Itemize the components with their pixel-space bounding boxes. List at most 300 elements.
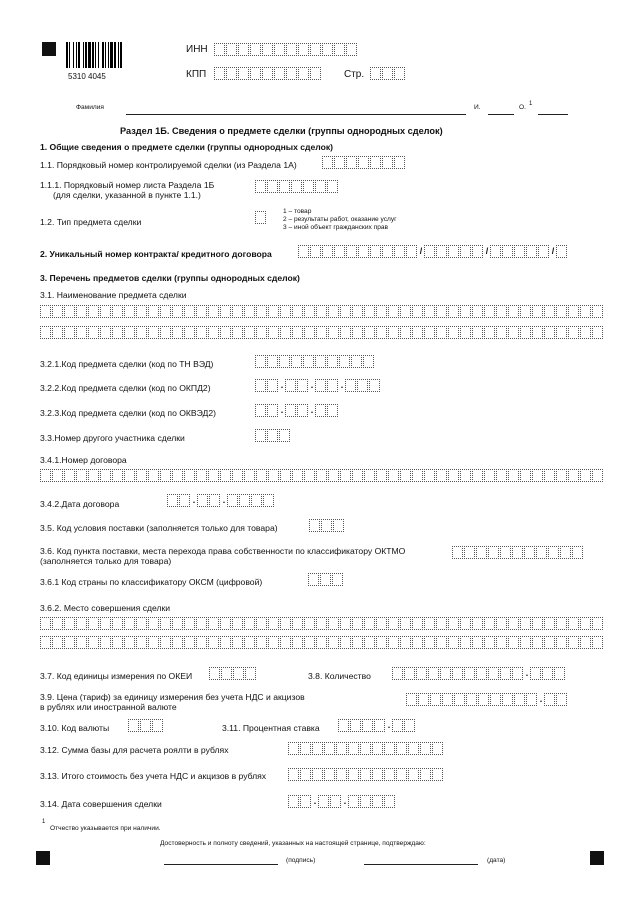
input-cell[interactable] [548,546,559,559]
field-3-6-2-input-row-1[interactable] [40,617,604,630]
input-cell[interactable] [238,67,249,80]
input-cell[interactable] [286,67,297,80]
input-cell[interactable] [568,617,579,630]
input-cell[interactable] [484,636,495,649]
input-cell[interactable] [226,67,237,80]
input-cell[interactable] [280,617,291,630]
input-cell[interactable] [262,67,273,80]
input-cell[interactable] [384,742,395,755]
input-cell[interactable] [52,469,63,482]
input-cell[interactable] [440,667,451,680]
input-cell[interactable] [136,636,147,649]
input-cell[interactable] [496,326,507,339]
input-cell[interactable] [112,305,123,318]
input-cell[interactable] [64,305,75,318]
input-cell[interactable] [452,546,463,559]
input-cell[interactable] [484,469,495,482]
input-cell[interactable] [532,617,543,630]
input-cell[interactable] [412,617,423,630]
field-3-6-1-input[interactable] [308,573,344,586]
input-cell[interactable] [526,693,537,706]
field-3-2-2-input[interactable] [255,379,381,392]
input-cell[interactable] [544,305,555,318]
input-cell[interactable] [376,469,387,482]
input-cell[interactable] [304,326,315,339]
input-cell[interactable] [592,305,603,318]
input-cell[interactable] [286,43,297,56]
input-cell[interactable] [148,617,159,630]
input-cell[interactable] [432,768,443,781]
input-cell[interactable] [267,404,278,417]
input-cell[interactable] [508,636,519,649]
field-3-3-input[interactable] [255,429,291,442]
input-cell[interactable] [167,494,178,507]
input-cell[interactable] [404,719,415,732]
input-cell[interactable] [460,469,471,482]
input-cell[interactable] [124,469,135,482]
input-cell[interactable] [76,636,87,649]
kpp-field[interactable] [214,67,322,80]
input-cell[interactable] [244,617,255,630]
input-cell[interactable] [388,326,399,339]
input-cell[interactable] [460,305,471,318]
input-cell[interactable] [466,693,477,706]
input-cell[interactable] [508,326,519,339]
input-cell[interactable] [227,494,238,507]
input-cell[interactable] [460,636,471,649]
input-cell[interactable] [364,636,375,649]
input-cell[interactable] [490,693,501,706]
initial-name-field[interactable] [488,114,514,115]
input-cell[interactable] [358,156,369,169]
input-cell[interactable] [255,355,266,368]
input-cell[interactable] [251,494,262,507]
input-cell[interactable] [52,326,63,339]
input-cell[interactable] [348,768,359,781]
input-cell[interactable] [452,667,463,680]
input-cell[interactable] [244,326,255,339]
input-cell[interactable] [256,305,267,318]
input-cell[interactable] [514,245,525,258]
input-cell[interactable] [136,617,147,630]
input-cell[interactable] [416,667,427,680]
input-cell[interactable] [100,636,111,649]
input-cell[interactable] [330,795,341,808]
input-cell[interactable] [320,573,331,586]
input-cell[interactable] [530,667,541,680]
input-cell[interactable] [372,768,383,781]
input-cell[interactable] [484,305,495,318]
input-cell[interactable] [124,326,135,339]
input-cell[interactable] [184,636,195,649]
input-cell[interactable] [520,617,531,630]
input-cell[interactable] [400,469,411,482]
input-cell[interactable] [172,469,183,482]
input-cell[interactable] [448,305,459,318]
input-cell[interactable] [285,379,296,392]
input-cell[interactable] [184,617,195,630]
input-cell[interactable] [448,326,459,339]
input-cell[interactable] [52,617,63,630]
input-cell[interactable] [226,43,237,56]
input-cell[interactable] [382,245,393,258]
input-cell[interactable] [448,245,459,258]
input-cell[interactable] [324,742,335,755]
input-cell[interactable] [502,693,513,706]
input-cell[interactable] [52,636,63,649]
input-cell[interactable] [232,326,243,339]
input-cell[interactable] [324,768,335,781]
field-3-13-input[interactable] [288,768,444,781]
input-cell[interactable] [436,617,447,630]
input-cell[interactable] [460,617,471,630]
input-cell[interactable] [544,326,555,339]
input-cell[interactable] [214,67,225,80]
input-cell[interactable] [556,469,567,482]
input-cell[interactable] [382,156,393,169]
input-cell[interactable] [532,636,543,649]
input-cell[interactable] [288,742,299,755]
input-cell[interactable] [400,305,411,318]
input-cell[interactable] [392,667,403,680]
input-cell[interactable] [255,429,266,442]
input-cell[interactable] [424,617,435,630]
input-cell[interactable] [300,768,311,781]
input-cell[interactable] [112,636,123,649]
input-cell[interactable] [279,180,290,193]
input-cell[interactable] [544,617,555,630]
input-cell[interactable] [406,245,417,258]
input-cell[interactable] [76,305,87,318]
input-cell[interactable] [288,795,299,808]
input-cell[interactable] [500,667,511,680]
input-cell[interactable] [292,469,303,482]
input-cell[interactable] [268,617,279,630]
input-cell[interactable] [364,617,375,630]
input-cell[interactable] [256,636,267,649]
input-cell[interactable] [255,180,266,193]
input-cell[interactable] [336,768,347,781]
input-cell[interactable] [502,245,513,258]
input-cell[interactable] [408,768,419,781]
input-cell[interactable] [520,305,531,318]
field-3-10-input[interactable] [128,719,164,732]
input-cell[interactable] [351,355,362,368]
input-cell[interactable] [500,546,511,559]
input-cell[interactable] [364,469,375,482]
input-cell[interactable] [400,636,411,649]
input-cell[interactable] [255,379,266,392]
input-cell[interactable] [420,742,431,755]
input-cell[interactable] [318,795,329,808]
input-cell[interactable] [312,742,323,755]
input-cell[interactable] [357,379,368,392]
input-cell[interactable] [100,326,111,339]
input-cell[interactable] [352,469,363,482]
surname-field[interactable] [126,114,466,115]
input-cell[interactable] [112,617,123,630]
input-cell[interactable] [327,404,338,417]
input-cell[interactable] [382,67,393,80]
input-cell[interactable] [263,494,274,507]
field-1-1-1-input[interactable] [255,180,339,193]
inn-field[interactable] [214,43,358,56]
input-cell[interactable] [40,617,51,630]
input-cell[interactable] [334,156,345,169]
input-cell[interactable] [488,546,499,559]
input-cell[interactable] [339,355,350,368]
input-cell[interactable] [424,305,435,318]
input-cell[interactable] [40,469,51,482]
input-cell[interactable] [64,617,75,630]
input-cell[interactable] [209,494,220,507]
field-3-2-3-input[interactable] [255,404,339,417]
input-cell[interactable] [364,326,375,339]
input-cell[interactable] [476,667,487,680]
input-cell[interactable] [256,469,267,482]
input-cell[interactable] [436,326,447,339]
input-cell[interactable] [304,469,315,482]
input-cell[interactable] [464,546,475,559]
input-cell[interactable] [472,617,483,630]
input-cell[interactable] [362,719,373,732]
input-cell[interactable] [244,305,255,318]
input-cell[interactable] [388,305,399,318]
input-cell[interactable] [538,245,549,258]
input-cell[interactable] [340,305,351,318]
input-cell[interactable] [300,742,311,755]
input-cell[interactable] [328,636,339,649]
input-cell[interactable] [196,469,207,482]
input-cell[interactable] [346,156,357,169]
input-cell[interactable] [333,519,344,532]
input-cell[interactable] [208,326,219,339]
input-cell[interactable] [239,494,250,507]
input-cell[interactable] [394,67,405,80]
input-cell[interactable] [112,326,123,339]
input-cell[interactable] [232,617,243,630]
input-cell[interactable] [396,742,407,755]
input-cell[interactable] [572,546,583,559]
input-cell[interactable] [484,326,495,339]
input-cell[interactable] [316,326,327,339]
input-cell[interactable] [321,519,332,532]
input-cell[interactable] [279,355,290,368]
input-cell[interactable] [256,326,267,339]
initial-patronymic-field[interactable] [538,114,568,115]
input-cell[interactable] [340,326,351,339]
input-cell[interactable] [536,546,547,559]
input-cell[interactable] [303,355,314,368]
input-cell[interactable] [332,573,343,586]
input-cell[interactable] [322,43,333,56]
input-cell[interactable] [334,245,345,258]
input-cell[interactable] [448,636,459,649]
input-cell[interactable] [309,519,320,532]
input-cell[interactable] [568,636,579,649]
input-cell[interactable] [384,795,395,808]
input-cell[interactable] [340,469,351,482]
input-cell[interactable] [369,379,380,392]
input-cell[interactable] [280,636,291,649]
input-cell[interactable] [544,693,555,706]
input-cell[interactable] [292,326,303,339]
input-cell[interactable] [448,617,459,630]
input-cell[interactable] [100,469,111,482]
input-cell[interactable] [184,326,195,339]
input-cell[interactable] [245,667,256,680]
input-cell[interactable] [327,379,338,392]
input-cell[interactable] [358,245,369,258]
input-cell[interactable] [464,667,475,680]
input-cell[interactable] [348,795,359,808]
input-cell[interactable] [304,636,315,649]
input-cell[interactable] [232,305,243,318]
input-cell[interactable] [197,494,208,507]
input-cell[interactable] [334,43,345,56]
input-cell[interactable] [363,355,374,368]
input-cell[interactable] [472,469,483,482]
input-cell[interactable] [221,667,232,680]
input-cell[interactable] [232,469,243,482]
input-cell[interactable] [300,795,311,808]
input-cell[interactable] [370,67,381,80]
input-cell[interactable] [40,305,51,318]
input-cell[interactable] [370,245,381,258]
field-3-12-input[interactable] [288,742,444,755]
input-cell[interactable] [124,617,135,630]
input-cell[interactable] [394,245,405,258]
input-cell[interactable] [360,795,371,808]
input-cell[interactable] [244,636,255,649]
input-cell[interactable] [436,245,447,258]
input-cell[interactable] [220,636,231,649]
input-cell[interactable] [328,617,339,630]
input-cell[interactable] [88,636,99,649]
input-cell[interactable] [172,326,183,339]
input-cell[interactable] [508,617,519,630]
input-cell[interactable] [436,469,447,482]
input-cell[interactable] [560,546,571,559]
input-cell[interactable] [298,43,309,56]
input-cell[interactable] [472,326,483,339]
input-cell[interactable] [364,305,375,318]
input-cell[interactable] [76,326,87,339]
input-cell[interactable] [436,636,447,649]
input-cell[interactable] [274,43,285,56]
input-cell[interactable] [304,305,315,318]
field-3-2-1-input[interactable] [255,355,375,368]
input-cell[interactable] [256,617,267,630]
input-cell[interactable] [312,768,323,781]
field-3-6-input[interactable] [452,546,584,559]
input-cell[interactable] [526,245,537,258]
input-cell[interactable] [100,305,111,318]
input-cell[interactable] [267,180,278,193]
input-cell[interactable] [496,636,507,649]
input-cell[interactable] [148,305,159,318]
input-cell[interactable] [556,245,567,258]
input-cell[interactable] [298,245,309,258]
input-cell[interactable] [304,617,315,630]
input-cell[interactable] [128,719,139,732]
input-cell[interactable] [64,469,75,482]
input-cell[interactable] [148,636,159,649]
input-cell[interactable] [40,326,51,339]
input-cell[interactable] [140,719,151,732]
input-cell[interactable] [428,667,439,680]
input-cell[interactable] [520,469,531,482]
input-cell[interactable] [372,795,383,808]
input-cell[interactable] [524,546,535,559]
input-cell[interactable] [472,245,483,258]
input-cell[interactable] [280,305,291,318]
input-cell[interactable] [255,211,266,224]
input-cell[interactable] [508,469,519,482]
input-cell[interactable] [280,326,291,339]
input-cell[interactable] [340,617,351,630]
input-cell[interactable] [280,469,291,482]
input-cell[interactable] [148,326,159,339]
input-cell[interactable] [267,355,278,368]
input-cell[interactable] [88,617,99,630]
input-cell[interactable] [490,245,501,258]
input-cell[interactable] [580,469,591,482]
input-cell[interactable] [208,305,219,318]
input-cell[interactable] [148,469,159,482]
input-cell[interactable] [568,469,579,482]
input-cell[interactable] [376,326,387,339]
input-cell[interactable] [262,43,273,56]
input-cell[interactable] [88,305,99,318]
input-cell[interactable] [268,636,279,649]
input-cell[interactable] [472,305,483,318]
input-cell[interactable] [580,326,591,339]
input-cell[interactable] [532,305,543,318]
input-cell[interactable] [520,326,531,339]
input-cell[interactable] [310,67,321,80]
input-cell[interactable] [376,305,387,318]
input-cell[interactable] [460,245,471,258]
input-cell[interactable] [420,768,431,781]
input-cell[interactable] [580,636,591,649]
field-1-2-input[interactable] [255,211,267,224]
field-3-1-input-row-2[interactable] [40,326,604,339]
signature-field[interactable] [164,864,278,865]
input-cell[interactable] [352,305,363,318]
input-cell[interactable] [346,245,357,258]
input-cell[interactable] [478,693,489,706]
input-cell[interactable] [220,617,231,630]
input-cell[interactable] [310,245,321,258]
input-cell[interactable] [279,429,290,442]
input-cell[interactable] [384,768,395,781]
input-cell[interactable] [418,693,429,706]
input-cell[interactable] [374,719,385,732]
input-cell[interactable] [484,617,495,630]
input-cell[interactable] [220,326,231,339]
field-3-11-input[interactable] [338,719,416,732]
input-cell[interactable] [291,355,302,368]
input-cell[interactable] [424,636,435,649]
field-3-14-input[interactable] [288,795,396,808]
input-cell[interactable] [580,617,591,630]
input-cell[interactable] [396,768,407,781]
input-cell[interactable] [172,617,183,630]
input-cell[interactable] [184,469,195,482]
input-cell[interactable] [310,43,321,56]
input-cell[interactable] [179,494,190,507]
